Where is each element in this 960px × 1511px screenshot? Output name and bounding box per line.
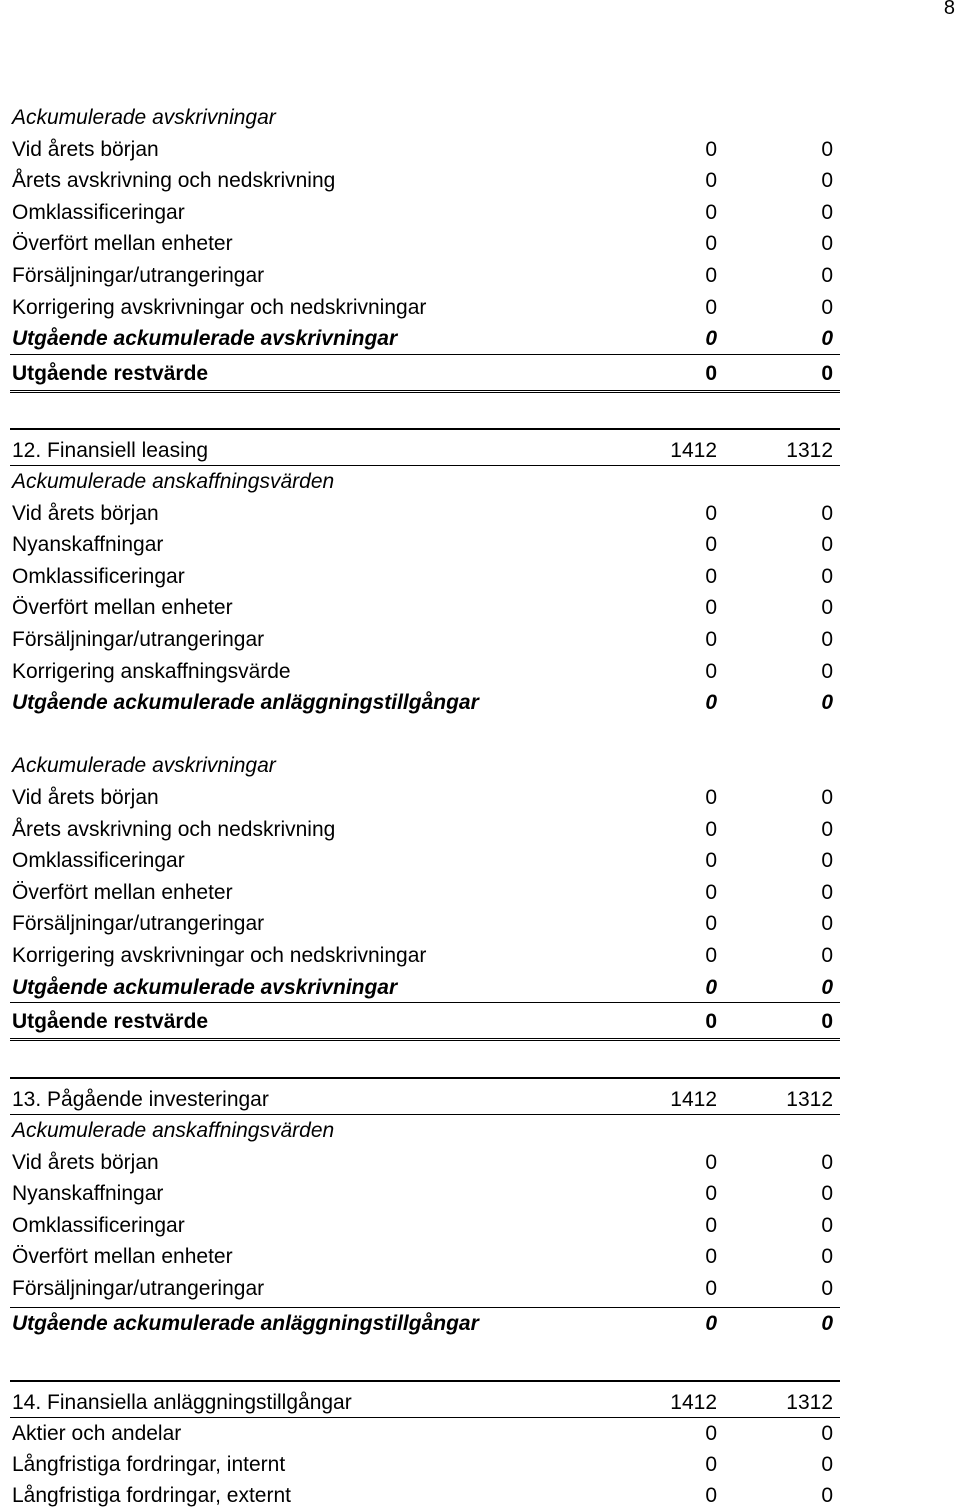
- value-prior: 0: [821, 817, 833, 841]
- residual-label: Utgående restvärde: [12, 362, 209, 386]
- table-row: [10, 940, 840, 972]
- value-prior: 0: [821, 137, 833, 161]
- page-number: 8: [943, 0, 955, 19]
- note-header: [10, 428, 840, 466]
- total-value-current: 0: [705, 975, 717, 999]
- table-row: [10, 1480, 840, 1511]
- note-section-continued: [10, 102, 840, 393]
- value-prior: 0: [821, 1422, 833, 1445]
- total-row: [10, 972, 840, 1004]
- column-header-current: 1412: [670, 439, 717, 462]
- value-prior: 0: [821, 501, 833, 525]
- row-label: Försäljningar/utrangeringar: [12, 263, 265, 287]
- total-row: [10, 687, 840, 719]
- value-current: 0: [705, 1150, 717, 1174]
- row-label: Överfört mellan enheter: [12, 880, 233, 904]
- residual-value-prior: 0: [821, 362, 833, 386]
- table-row: [10, 134, 840, 166]
- residual-row: [10, 1006, 840, 1041]
- value-current: 0: [705, 1276, 717, 1300]
- value-prior: 0: [821, 1276, 833, 1300]
- total-row: [10, 323, 840, 355]
- table-row: [10, 845, 840, 877]
- residual-row: [10, 358, 840, 393]
- residual-value-current: 0: [705, 362, 717, 386]
- note-section-13: [10, 1077, 840, 1339]
- value-current: 0: [705, 295, 717, 319]
- group-heading: [10, 102, 840, 134]
- table-row: [10, 1449, 840, 1480]
- row-label: Överfört mellan enheter: [12, 1245, 233, 1269]
- value-current: 0: [705, 200, 717, 224]
- value-current: 0: [705, 564, 717, 588]
- note-section-14: [10, 1380, 840, 1511]
- value-prior: 0: [821, 1182, 833, 1206]
- row-label: Omklassificeringar: [12, 200, 185, 224]
- group-heading-label: Ackumulerade anskaffningsvärden: [12, 470, 335, 493]
- value-current: 0: [705, 232, 717, 256]
- value-prior: 0: [821, 880, 833, 904]
- table-row: [10, 877, 840, 909]
- value-prior: 0: [821, 169, 833, 193]
- table-row: [10, 624, 840, 656]
- value-prior: 0: [821, 627, 833, 651]
- row-label: Korrigering anskaffningsvärde: [12, 659, 291, 683]
- value-current: 0: [705, 1453, 717, 1476]
- value-current: 0: [705, 1484, 717, 1507]
- total-value-current: 0: [705, 327, 717, 351]
- value-prior: 0: [821, 1213, 833, 1237]
- group-heading-label: Ackumulerade anskaffningsvärden: [12, 1119, 335, 1142]
- group-heading: [10, 750, 840, 782]
- value-prior: 0: [821, 295, 833, 319]
- value-prior: 0: [821, 1453, 833, 1476]
- total-value-prior: 0: [821, 1311, 833, 1335]
- residual-label: Utgående restvärde: [12, 1010, 209, 1034]
- row-label: Vid årets början: [12, 1150, 159, 1174]
- row-label: Långfristiga fordringar, externt: [12, 1484, 291, 1507]
- table-row: [10, 1418, 840, 1449]
- table-row: [10, 498, 840, 530]
- table-row: [10, 292, 840, 324]
- value-prior: 0: [821, 533, 833, 557]
- value-current: 0: [705, 533, 717, 557]
- total-value-current: 0: [705, 691, 717, 715]
- row-label: Överfört mellan enheter: [12, 596, 233, 620]
- table-row: [10, 561, 840, 593]
- value-current: 0: [705, 943, 717, 967]
- value-current: 0: [705, 849, 717, 873]
- blank-row: [10, 719, 840, 751]
- table-row: [10, 228, 840, 260]
- value-prior: 0: [821, 564, 833, 588]
- value-current: 0: [705, 263, 717, 287]
- table-row: [10, 1241, 840, 1273]
- value-current: 0: [705, 169, 717, 193]
- value-prior: 0: [821, 1245, 833, 1269]
- row-label: Korrigering avskrivningar och nedskrivningar: [12, 295, 427, 319]
- row-label: Långfristiga fordringar, internt: [12, 1453, 286, 1476]
- row-label: Omklassificeringar: [12, 564, 185, 588]
- column-header-current: 1412: [670, 1391, 717, 1414]
- row-label: Årets avskrivning och nedskrivning: [12, 169, 336, 193]
- row-label: Försäljningar/utrangeringar: [12, 912, 265, 936]
- group-heading: [10, 1115, 840, 1147]
- residual-value-current: 0: [705, 1010, 717, 1034]
- note-section-12: [10, 428, 840, 1041]
- total-label: Utgående ackumulerade anläggningstillgångar: [12, 1311, 479, 1335]
- value-prior: 0: [821, 232, 833, 256]
- value-current: 0: [705, 627, 717, 651]
- value-current: 0: [705, 785, 717, 809]
- total-row: [10, 1307, 840, 1340]
- total-value-prior: 0: [821, 975, 833, 999]
- column-header-prior: 1312: [786, 439, 833, 462]
- value-current: 0: [705, 817, 717, 841]
- row-label: Överfört mellan enheter: [12, 232, 233, 256]
- column-header-prior: 1312: [786, 1088, 833, 1111]
- value-current: 0: [705, 1245, 717, 1269]
- value-prior: 0: [821, 1484, 833, 1507]
- table-row: [10, 814, 840, 846]
- value-prior: 0: [821, 785, 833, 809]
- total-value-prior: 0: [821, 691, 833, 715]
- row-label: Försäljningar/utrangeringar: [12, 627, 265, 651]
- row-label: Försäljningar/utrangeringar: [12, 1276, 265, 1300]
- table-row: [10, 908, 840, 940]
- table-row: [10, 782, 840, 814]
- group-heading-label: Ackumulerade avskrivningar: [12, 754, 276, 778]
- table-row: [10, 1273, 840, 1305]
- value-prior: 0: [821, 943, 833, 967]
- total-label: Utgående ackumulerade anläggningstillgångar: [12, 691, 479, 715]
- residual-value-prior: 0: [821, 1010, 833, 1034]
- table-row: [10, 656, 840, 688]
- table-row: [10, 260, 840, 292]
- row-label: Vid årets början: [12, 785, 159, 809]
- table-row: [10, 165, 840, 197]
- row-label: Omklassificeringar: [12, 849, 185, 873]
- value-current: 0: [705, 1422, 717, 1445]
- row-label: Årets avskrivning och nedskrivning: [12, 817, 336, 841]
- column-header-current: 1412: [670, 1088, 717, 1111]
- row-label: Nyanskaffningar: [12, 1182, 164, 1206]
- value-current: 0: [705, 1182, 717, 1206]
- table-row: [10, 592, 840, 624]
- total-label: Utgående ackumulerade avskrivningar: [12, 975, 398, 999]
- value-current: 0: [705, 501, 717, 525]
- note-title: 14. Finansiella anläggningstillgångar: [12, 1391, 352, 1414]
- row-label: Vid årets början: [12, 501, 159, 525]
- value-prior: 0: [821, 912, 833, 936]
- note-header: [10, 1380, 840, 1418]
- value-prior: 0: [821, 1150, 833, 1174]
- column-header-prior: 1312: [786, 1391, 833, 1414]
- value-prior: 0: [821, 200, 833, 224]
- row-label: Nyanskaffningar: [12, 533, 164, 557]
- group-heading: [10, 466, 840, 498]
- value-current: 0: [705, 1213, 717, 1237]
- note-title: 12. Finansiell leasing: [12, 439, 209, 462]
- table-row: [10, 197, 840, 229]
- row-label: Omklassificeringar: [12, 1213, 185, 1237]
- row-label: Vid årets början: [12, 137, 159, 161]
- value-prior: 0: [821, 596, 833, 620]
- value-current: 0: [705, 880, 717, 904]
- value-current: 0: [705, 137, 717, 161]
- table-row: [10, 1178, 840, 1210]
- note-title: 13. Pågående investeringar: [12, 1088, 269, 1111]
- value-current: 0: [705, 596, 717, 620]
- total-value-current: 0: [705, 1311, 717, 1335]
- table-row: [10, 1147, 840, 1179]
- note-header: [10, 1077, 840, 1115]
- value-prior: 0: [821, 849, 833, 873]
- total-label: Utgående ackumulerade avskrivningar: [12, 327, 398, 351]
- value-prior: 0: [821, 263, 833, 287]
- row-label: Aktier och andelar: [12, 1422, 182, 1445]
- total-value-prior: 0: [821, 327, 833, 351]
- value-current: 0: [705, 659, 717, 683]
- row-label: Korrigering avskrivningar och nedskrivningar: [12, 943, 427, 967]
- group-heading-label: Ackumulerade avskrivningar: [12, 106, 276, 129]
- table-row: [10, 529, 840, 561]
- value-prior: 0: [821, 659, 833, 683]
- value-current: 0: [705, 912, 717, 936]
- table-row: [10, 1210, 840, 1242]
